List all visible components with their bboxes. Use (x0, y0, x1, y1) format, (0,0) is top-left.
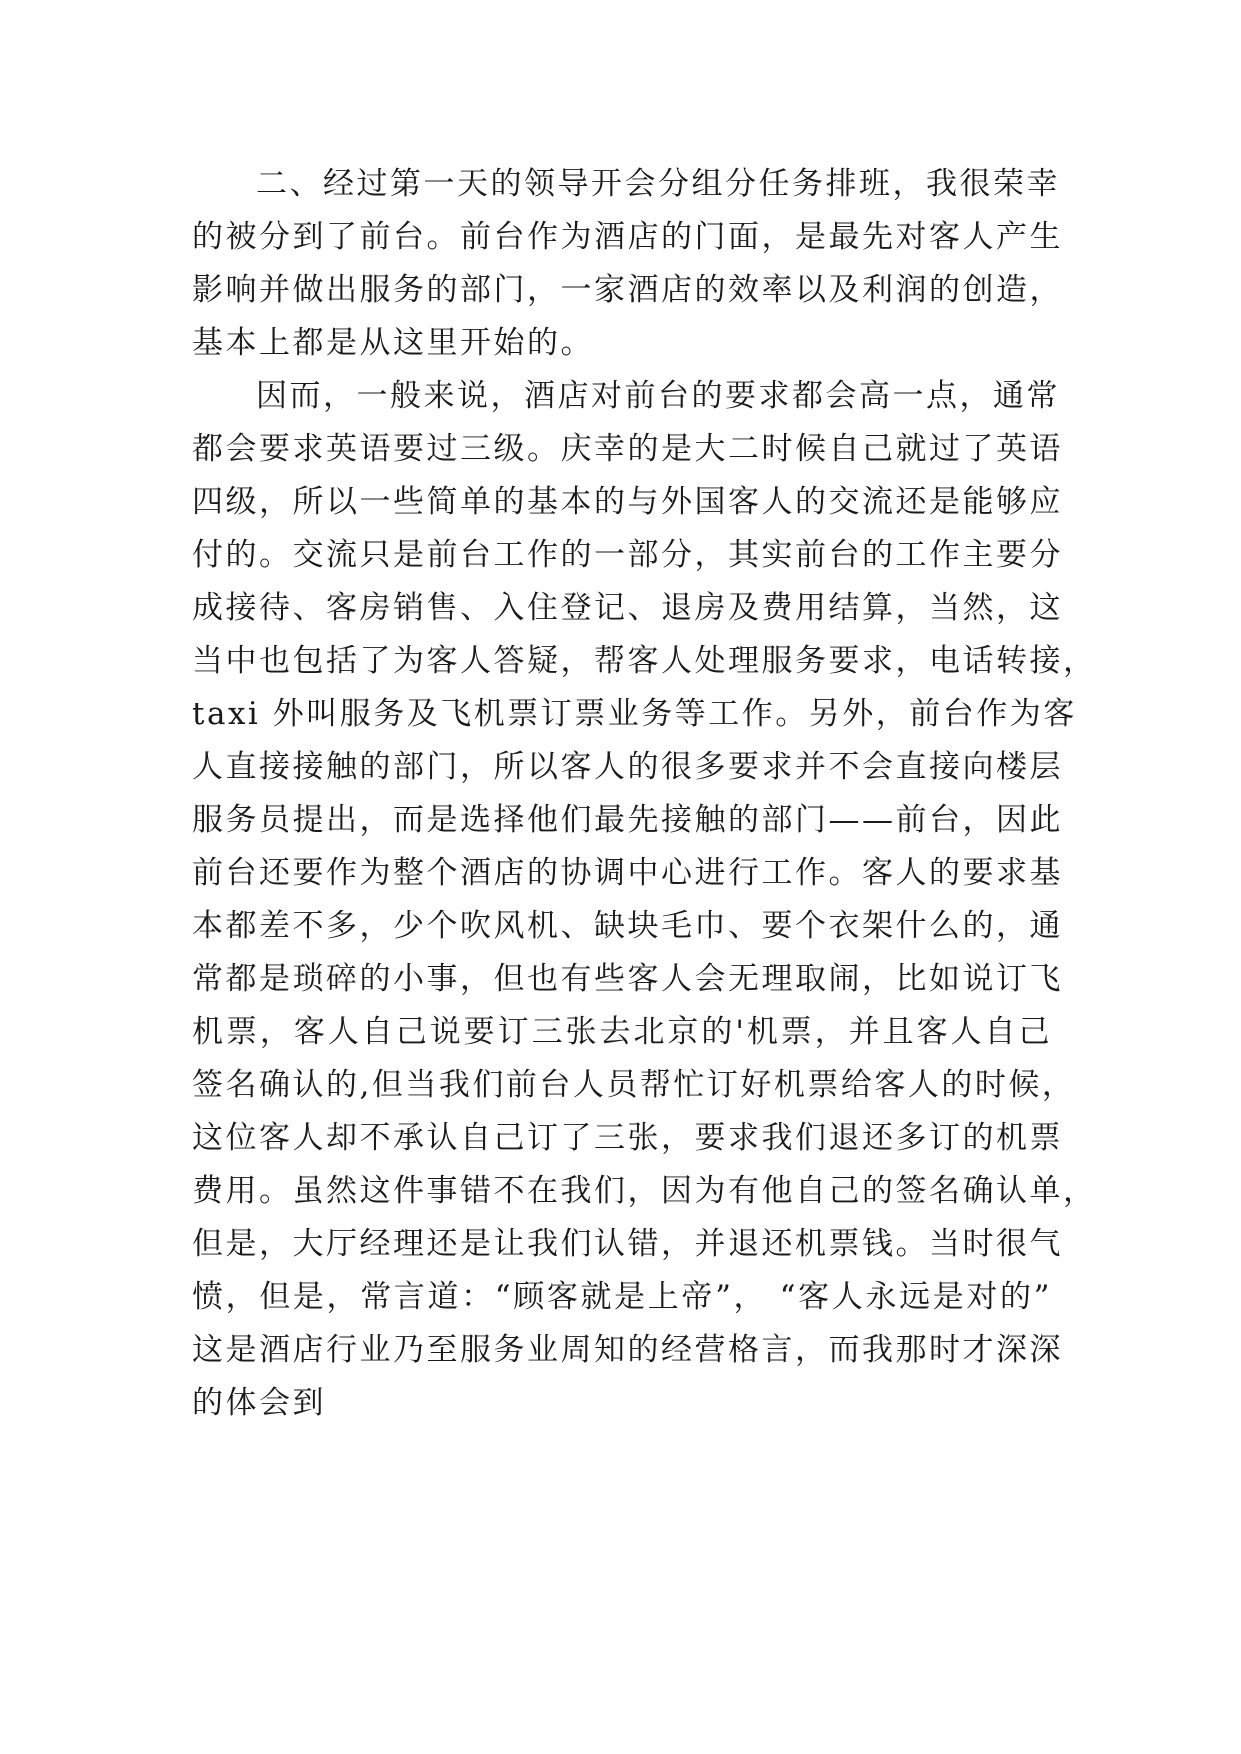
text-line: 的被分到了前台。前台作为酒店的门面，是最先对客人产生 (192, 219, 1063, 255)
text-line: 这是酒店行业乃至服务业周知的经营格言，而我那时才深深 (192, 1332, 1063, 1368)
text-line: 四级，所以一些简单的基本的与外国客人的交流还是能够应 (192, 484, 1063, 520)
paragraph-1 (192, 158, 1063, 370)
text-line: 成接待、客房销售、入住登记、退房及费用结算，当然，这 (192, 590, 1063, 626)
text-line: taxi 外叫服务及飞机票订票业务等工作。另外，前台作为客 (192, 696, 1077, 732)
text-line: 本都差不多，少个吹风机、缺块毛巾、要个衣架什么的，通 (192, 908, 1063, 944)
text-line: 付的。交流只是前台工作的一部分，其实前台的工作主要分 (192, 537, 1063, 573)
text-line: 服务员提出，而是选择他们最先接触的部门——前台，因此 (192, 802, 1063, 838)
text-line: 影响并做出服务的部门，一家酒店的效率以及利润的创造， (192, 272, 1063, 308)
text-line: 签名确认的,但当我们前台人员帮忙订好机票给客人的时候， (192, 1067, 1076, 1103)
text-line: 费用。虽然这件事错不在我们，因为有他自己的签名确认单， (192, 1173, 1097, 1209)
paragraph-2 (192, 370, 1097, 1430)
text-line: 都会要求英语要过三级。庆幸的是大二时候自己就过了英语 (192, 431, 1063, 467)
text-line: 这位客人却不承认自己订了三张，要求我们退还多订的机票 (192, 1120, 1063, 1156)
text-line: 但是，大厅经理还是让我们认错，并退还机票钱。当时很气 (192, 1226, 1063, 1262)
document-body (192, 158, 1097, 1430)
text-line: 当中也包括了为客人答疑，帮客人处理服务要求，电话转接， (192, 643, 1097, 679)
text-line: 常都是琐碎的小事，但也有些客人会无理取闹，比如说订飞 (192, 961, 1063, 997)
text-line: 愤，但是，常言道：“顾客就是上帝”， “客人永远是对的” (192, 1279, 1052, 1315)
text-line: 的体会到 (192, 1385, 326, 1421)
text-line: 机票，客人自己说要订三张去北京的'机票，并且客人自己 (192, 1014, 1052, 1050)
text-line: 前台还要作为整个酒店的协调中心进行工作。客人的要求基 (192, 855, 1063, 891)
text-line: 人直接接触的部门，所以客人的很多要求并不会直接向楼层 (192, 749, 1063, 785)
text-line: 因而，一般来说，酒店对前台的要求都会高一点，通常 (256, 378, 1060, 414)
text-line: 二、经过第一天的领导开会分组分任务排班，我很荣幸 (256, 166, 1060, 202)
text-line: 基本上都是从这里开始的。 (192, 325, 594, 361)
